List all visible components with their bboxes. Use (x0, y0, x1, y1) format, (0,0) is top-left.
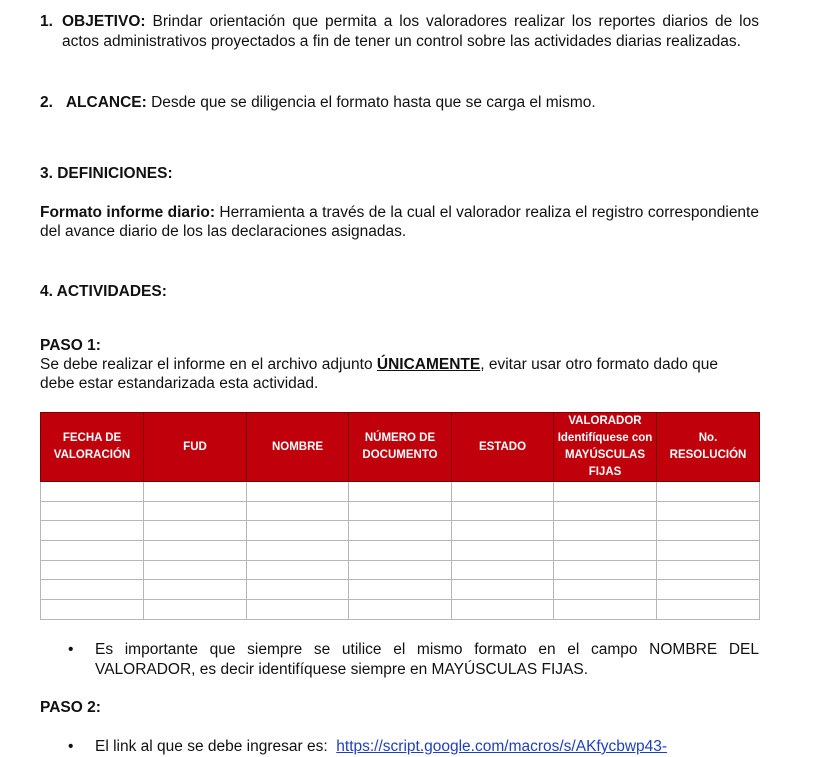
table-cell (349, 482, 452, 502)
table-row (41, 482, 760, 502)
table-cell (452, 541, 554, 561)
table-cell (247, 560, 349, 580)
header-estado: ESTADO (452, 413, 554, 482)
report-format-table (40, 412, 760, 620)
table-cell (247, 482, 349, 502)
table-cell (41, 501, 144, 521)
table-cell (452, 580, 554, 600)
table-cell (144, 560, 247, 580)
table-cell (452, 600, 554, 620)
table-cell (41, 580, 144, 600)
header-no-resolucion: No. RESOLUCIÓN (657, 413, 760, 482)
table-cell (41, 560, 144, 580)
table-cell (452, 482, 554, 502)
table-cell (41, 600, 144, 620)
table-cell (247, 600, 349, 620)
header-fud: FUD (144, 413, 247, 482)
table-cell (144, 501, 247, 521)
section-body (62, 12, 759, 51)
table-cell (554, 560, 657, 580)
table-cell (554, 521, 657, 541)
table-cell (349, 541, 452, 561)
header-valorador: VALORADOR Identifíquese con MAYÚSCULAS FIJAS (554, 413, 657, 482)
table-cell (554, 501, 657, 521)
bullet-icon: • (68, 641, 74, 658)
table-cell (144, 541, 247, 561)
definition-text: Herramienta a través de la cual el valorador realiza el registro correspondiente del avance diario de los las declaraciones asignadas. (40, 204, 759, 240)
table-cell (657, 501, 760, 521)
bullet-icon: • (68, 738, 74, 755)
bullet-text: Es importante que siempre se utilice el mismo formato en el campo NOMBRE DEL VALORADOR, es decir identifíquese siempre en MAYÚSCULAS FIJAS. (95, 641, 759, 678)
section-title: OBJETIVO: (62, 13, 146, 30)
table-cell (247, 501, 349, 521)
header-nombre: NOMBRE (247, 413, 349, 482)
section-objetivo (40, 12, 759, 51)
table-cell (144, 600, 247, 620)
table-header-row (41, 413, 760, 482)
paso1-text: Se debe realizar el informe en el archivo adjunto ÚNICAMENTE, evitar usar otro formato dado que debe estar estandarizada esta actividad. (40, 356, 719, 392)
bullet-link-text: El link al que se debe ingresar es: https://script.google.com/macros/s/AKfycbwp43- (95, 738, 668, 755)
table-cell (349, 580, 452, 600)
table-cell (554, 580, 657, 600)
table-row (41, 541, 760, 561)
definition-term: Formato informe diario: (40, 204, 216, 221)
table-cell (554, 482, 657, 502)
table-cell (41, 541, 144, 561)
table-cell (41, 521, 144, 541)
bullet-link (68, 737, 759, 757)
bullet-formato-note (68, 640, 759, 679)
table-row (41, 560, 760, 580)
section-definiciones-heading: 3. DEFINICIONES: (40, 165, 173, 182)
table-cell (144, 521, 247, 541)
table-cell (657, 580, 760, 600)
section-alcance (40, 93, 759, 112)
table-row (41, 521, 760, 541)
table-row (41, 580, 760, 600)
table-cell (452, 501, 554, 521)
table-cell (41, 482, 144, 502)
paso1-emphasis: ÚNICAMENTE (376, 356, 481, 373)
table-cell (452, 560, 554, 580)
header-numero-documento: NÚMERO DE DOCUMENTO (349, 413, 452, 482)
paso1-label: PASO 1: (40, 337, 101, 354)
section-title: ALCANCE: (65, 94, 147, 111)
section-number: 1. (40, 13, 53, 30)
table-cell (349, 600, 452, 620)
section-text: Desde que se diligencia el formato hasta que se carga el mismo. (151, 94, 596, 111)
table-cell (349, 501, 452, 521)
paso2-label: PASO 2: (40, 699, 101, 716)
table-row (41, 600, 760, 620)
table-cell (349, 560, 452, 580)
table-cell (144, 580, 247, 600)
table-cell (247, 521, 349, 541)
table-cell (144, 482, 247, 502)
table-cell (349, 521, 452, 541)
definition-formato-informe (40, 203, 759, 241)
section-text: Brindar orientación que permita a los valoradores realizar los reportes diarios de los actos administrativos proyectados a fin de tener un control sobre las actividades diarias realizadas. (62, 13, 759, 50)
table-row (41, 501, 760, 521)
table-cell (657, 482, 760, 502)
table-cell (554, 600, 657, 620)
header-fecha-valoracion: FECHA DE VALORACIÓN (41, 413, 144, 482)
table-cell (247, 541, 349, 561)
table-cell (657, 521, 760, 541)
section-number: 2. (40, 94, 53, 111)
table-cell (554, 541, 657, 561)
macro-link[interactable]: https://script.google.com/macros/s/AKfycbwp43- (336, 738, 668, 755)
table-cell (657, 541, 760, 561)
table-cell (657, 560, 760, 580)
section-actividades-heading: 4. ACTIVIDADES: (40, 283, 167, 300)
table-cell (657, 600, 760, 620)
table-cell (452, 521, 554, 541)
table-cell (247, 580, 349, 600)
